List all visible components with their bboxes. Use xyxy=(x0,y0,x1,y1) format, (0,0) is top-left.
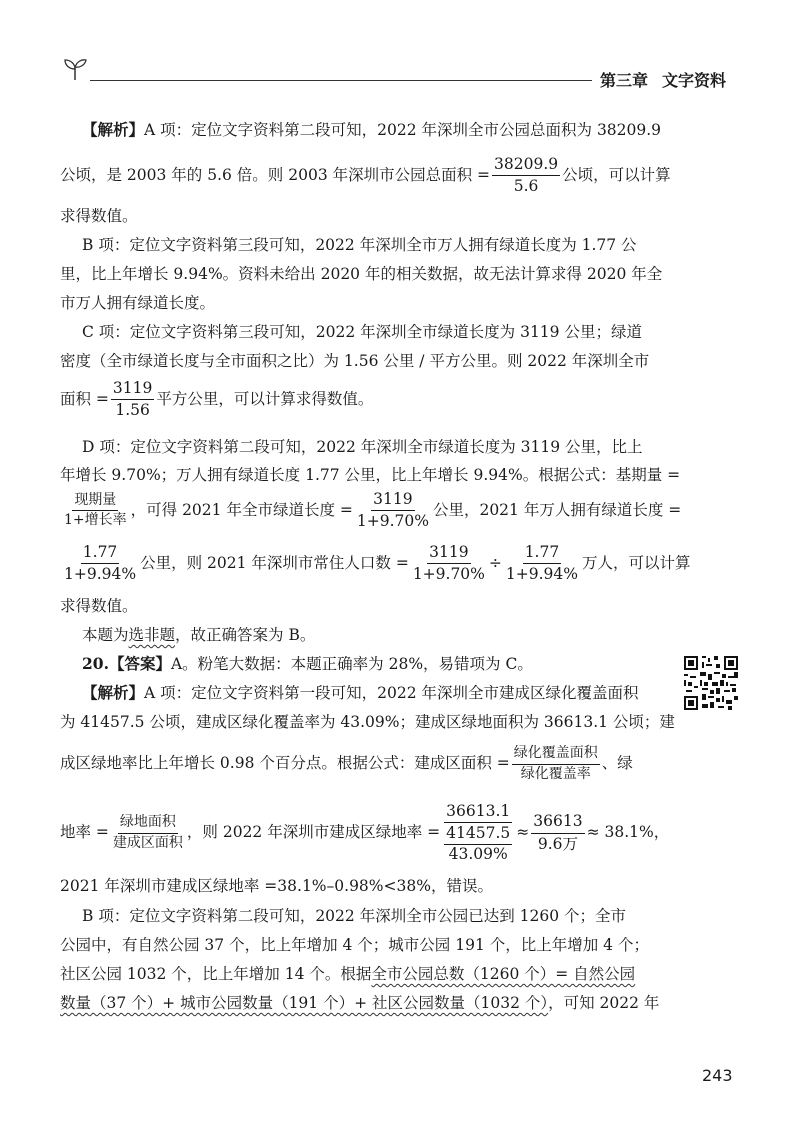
text: 年增长 9.70%；万人拥有绿道长度 1.77 公里，比上年增长 9.94%。根据公式：基期量 = xyxy=(60,466,681,484)
text: 平方公里，可以计算求得数值。 xyxy=(156,389,374,408)
fraction xyxy=(531,812,584,854)
fraction xyxy=(111,379,154,421)
p6-line-2 xyxy=(60,710,675,732)
q20-answer xyxy=(82,652,533,674)
p2-line-1 xyxy=(82,233,637,255)
p7-line-4 xyxy=(60,991,659,1013)
p1-line-2 xyxy=(60,155,671,197)
fraction xyxy=(355,490,431,532)
p7-line-1 xyxy=(82,904,626,926)
text: 万人，可以计算 xyxy=(582,553,691,572)
numerator: 3119 xyxy=(427,543,470,564)
denominator: 1+9.70% xyxy=(356,512,429,531)
p1-line-3 xyxy=(60,204,138,226)
p1-line-1 xyxy=(82,118,661,140)
p3-line-3 xyxy=(60,379,373,421)
p4-line-2 xyxy=(60,463,680,485)
p3-line-1 xyxy=(82,320,642,342)
text: B 项：定位文字资料第三段可知，2022 年深圳全市万人拥有绿道长度为 1.77 公 xyxy=(82,236,637,254)
text: A。粉笔大数据：本题正确率为 28%，易错项为 C。 xyxy=(170,655,533,673)
p3-line-2 xyxy=(60,349,649,371)
text: 密度（全市绿道长度与全市面积之比）为 1.56 公里 / 平方公里。则 2022 年深圳全市 xyxy=(60,352,650,370)
text: ，可得 2021 年全市绿道长度 = xyxy=(130,500,353,519)
qr-code-icon[interactable] xyxy=(682,654,740,712)
p4-line-3 xyxy=(60,490,681,532)
text: 里，比上年增长 9.94%。资料未给出 2020 年的相关数据，故无法计算求得 2020 年全 xyxy=(60,265,663,283)
inner-denominator: 43.09% xyxy=(448,844,508,863)
denominator: 1+9.70% xyxy=(412,565,485,584)
denominator: 绿化覆盖率 xyxy=(520,765,591,782)
p4-line-1 xyxy=(82,435,643,457)
numerator: 36613 xyxy=(531,812,584,833)
inner-numerator: 41457.5 xyxy=(444,824,512,844)
numerator: 3119 xyxy=(371,490,414,511)
text: 2021 年深圳市建成区绿地率 =38.1%–0.98%<38%，错误。 xyxy=(60,877,493,895)
numerator: 3119 xyxy=(111,379,154,400)
text: 公里，则 2021 年深圳市常住人口数 = xyxy=(140,553,409,572)
p7-line-2 xyxy=(60,933,649,955)
text: 成区绿地率比上年增长 0.98 个百分点。根据公式：建成区面积 = xyxy=(60,754,510,772)
text: 社区公园 1032 个，比上年增加 14 个。根据 xyxy=(60,965,372,983)
sprout-icon xyxy=(62,56,88,82)
p2-line-3 xyxy=(60,291,215,313)
section-label: 文字资料 xyxy=(662,71,727,90)
p6-line-3 xyxy=(60,745,633,783)
question-number: 20. xyxy=(82,654,109,673)
page-number: 243 xyxy=(702,1066,733,1085)
text: 公顷，是 2003 年的 5.6 倍。则 2003 年深圳市公园总面积 = xyxy=(60,165,491,184)
p6-line-1 xyxy=(82,681,639,703)
denominator: 5.6 xyxy=(513,177,539,196)
text: A 项：定位文字资料第二段可知，2022 年深圳全市公园总面积为 38209.9 xyxy=(144,121,662,139)
text: ，故正确答案为 B。 xyxy=(175,626,316,644)
header-rule xyxy=(90,80,592,81)
fraction xyxy=(411,543,487,585)
analysis-tag: 【解析】 xyxy=(82,683,145,702)
p5-line xyxy=(82,623,315,645)
approx-sign: ≈ xyxy=(516,823,530,842)
text: C 项：定位文字资料第三段可知，2022 年深圳全市绿道长度为 3119 公里；绿道 xyxy=(82,323,642,341)
denominator: 1+9.94% xyxy=(505,565,578,584)
divide-sign: ÷ xyxy=(488,553,502,572)
fraction xyxy=(62,492,129,530)
answer-tag: 【答案】 xyxy=(108,654,171,673)
numerator: 现期量 xyxy=(72,492,118,512)
denominator: 1+9.94% xyxy=(64,565,137,584)
text: D 项：定位文字资料第二段可知，2022 年深圳全市绿道长度为 3119 公里，比上 xyxy=(82,438,643,456)
text: ≈ 38.1%， xyxy=(586,823,670,842)
analysis-tag: 【解析】 xyxy=(82,120,145,139)
text: ，则 2022 年深圳市建成区绿地率 = xyxy=(186,823,441,842)
text: 市万人拥有绿道长度。 xyxy=(60,294,216,312)
emphasis: 选非题 xyxy=(128,626,176,644)
p2-line-2 xyxy=(60,262,662,284)
text: 求得数值。 xyxy=(60,207,138,225)
text: A 项：定位文字资料第一段可知，2022 年深圳全市建成区绿化覆盖面积 xyxy=(144,684,639,702)
fraction xyxy=(111,814,185,852)
text: ，可知 2022 年 xyxy=(548,994,660,1012)
nested-fraction xyxy=(442,802,514,864)
fraction xyxy=(62,543,138,585)
emphasis: 数量（37 个）+ 城市公园数量（191 个）+ 社区公园数量（1032 个） xyxy=(60,994,549,1012)
p6-line-4 xyxy=(60,802,669,864)
text: 求得数值。 xyxy=(60,597,138,615)
fraction xyxy=(512,745,600,783)
denominator: 9.6万 xyxy=(537,834,578,853)
text: 面积 = xyxy=(60,389,109,408)
p4-line-4 xyxy=(60,543,691,585)
text: 地率 = xyxy=(60,823,109,842)
numerator: 38209.9 xyxy=(492,155,560,176)
text: 公里，2021 年万人拥有绿道长度 = xyxy=(432,500,682,519)
denominator: 建成区面积 xyxy=(112,834,183,851)
numerator: 绿化覆盖面积 xyxy=(512,745,600,765)
text: 公园中，有自然公园 37 个，比上年增加 4 个；城市公园 191 个，比上年增加 4 个； xyxy=(60,936,649,954)
numerator: 1.77 xyxy=(523,543,562,564)
numerator: 绿地面积 xyxy=(118,814,178,834)
chapter-title xyxy=(600,68,726,91)
text: 公顷，可以计算 xyxy=(562,165,671,184)
numerator: 1.77 xyxy=(81,543,120,564)
text: B 项：定位文字资料第二段可知，2022 年深圳全市公园已达到 1260 个；全市 xyxy=(82,907,626,925)
page-header xyxy=(0,0,800,100)
text: 为 41457.5 公顷，建成区绿化覆盖率为 43.09%；建成区绿地面积为 36613.1 公顷；建 xyxy=(60,713,675,731)
text: 本题为 xyxy=(82,626,129,644)
p6-line-5 xyxy=(60,874,493,896)
emphasis: 全市公园总数（1260 个）= 自然公园 xyxy=(371,965,636,983)
numerator: 36613.1 xyxy=(444,802,512,823)
denominator: 1+增长率 xyxy=(64,512,127,529)
fraction xyxy=(492,155,560,197)
denominator xyxy=(442,823,514,864)
text: 、绿 xyxy=(601,754,633,772)
fraction xyxy=(504,543,580,585)
p7-line-3 xyxy=(60,962,635,984)
p4-line-5 xyxy=(60,594,138,616)
denominator: 1.56 xyxy=(115,401,150,420)
chapter-label: 第三章 xyxy=(600,71,649,90)
